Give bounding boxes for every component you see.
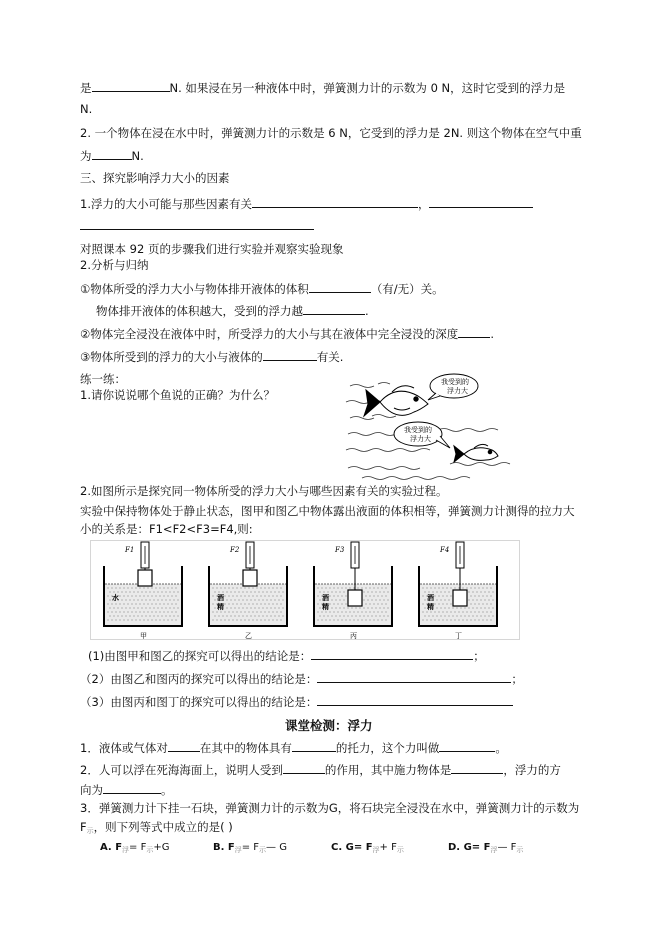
text: 有关. bbox=[316, 350, 344, 364]
subscript: 示 bbox=[259, 846, 267, 854]
answer-blank[interactable] bbox=[103, 782, 161, 794]
line-24 bbox=[80, 782, 173, 798]
text: （3）由图丙和图丁的探究可以得出的结论是： bbox=[80, 695, 318, 709]
liquid bbox=[105, 584, 181, 625]
liquid-label: 精 bbox=[427, 602, 434, 611]
text: (1)由图甲和图乙的探究可以得出的结论是： bbox=[88, 649, 312, 663]
answer-blank[interactable] bbox=[458, 326, 490, 338]
subscript: 浮 bbox=[234, 846, 242, 854]
panel-caption: 丙 bbox=[350, 632, 357, 640]
line-11 bbox=[96, 303, 369, 319]
text: ， bbox=[417, 197, 430, 211]
section-heading bbox=[80, 171, 230, 186]
conclusion-2 bbox=[80, 671, 523, 687]
bubble-bottom-line2: 浮力大 bbox=[410, 435, 431, 443]
answer-blank[interactable] bbox=[252, 196, 418, 208]
liquid-label: 水 bbox=[112, 593, 119, 602]
text: 的托力，这个力叫做 bbox=[335, 741, 440, 755]
text: F bbox=[80, 820, 87, 834]
test-question-3 bbox=[80, 801, 579, 816]
liquid-label: 精 bbox=[217, 602, 224, 611]
option-a[interactable] bbox=[100, 840, 213, 858]
text: 1．液体或气体对 bbox=[80, 741, 168, 755]
text: 为 bbox=[80, 149, 92, 163]
answer-blank[interactable] bbox=[303, 303, 365, 315]
text: 向为 bbox=[80, 783, 103, 797]
line-17 bbox=[80, 504, 575, 519]
answer-blank[interactable] bbox=[451, 762, 503, 774]
text: 课堂检测：浮力 bbox=[285, 718, 373, 733]
subscript: 浮 bbox=[490, 846, 498, 854]
beaker-panel bbox=[209, 542, 287, 640]
text: 的作用，其中施力物体是 bbox=[324, 763, 452, 777]
panel-caption: 丁 bbox=[455, 632, 462, 640]
text: ； bbox=[511, 672, 523, 686]
text: 3．弹簧测力计下挂一石块，弹簧测力计的示数为G，将石块完全浸没在水中，弹簧测力计的示数为 bbox=[80, 801, 580, 815]
text: 练一练： bbox=[80, 372, 126, 386]
options-row bbox=[100, 840, 538, 858]
line-6 bbox=[80, 196, 533, 212]
subscript: 浮 bbox=[372, 846, 380, 854]
practice-question-2 bbox=[80, 484, 447, 499]
text: （2）由图乙和图丙的探究可以得出的结论是： bbox=[80, 672, 318, 686]
liquid-label: 精 bbox=[322, 602, 329, 611]
text: 1.请你说说哪个鱼说的正确？为什么？ bbox=[80, 388, 275, 402]
line-12 bbox=[80, 326, 494, 342]
text: （有/无）关。 bbox=[370, 282, 444, 296]
answer-blank[interactable] bbox=[311, 648, 473, 660]
text: ②物体完全浸没在液体中时，所受浮力的大小与其在液体中完全浸没的深度 bbox=[80, 327, 459, 341]
text: . bbox=[490, 327, 494, 341]
bubble-bottom-line1: 我受到的 bbox=[404, 426, 432, 434]
answer-blank[interactable] bbox=[317, 694, 513, 706]
text: 。 bbox=[161, 783, 173, 797]
answer-blank[interactable] bbox=[80, 218, 314, 230]
option-d-text: — F bbox=[497, 842, 517, 853]
panel-caption: 甲 bbox=[140, 632, 147, 640]
option-c[interactable] bbox=[331, 840, 448, 858]
conclusion-3 bbox=[80, 694, 513, 710]
option-d[interactable] bbox=[448, 840, 538, 858]
line-9 bbox=[80, 258, 148, 273]
answer-blank[interactable] bbox=[168, 740, 200, 752]
line-26 bbox=[80, 820, 233, 839]
answer-blank[interactable] bbox=[92, 148, 132, 160]
practice-heading bbox=[80, 372, 126, 387]
text: ①物体所受的浮力大小与物体排开液体的体积 bbox=[80, 282, 309, 296]
subscript: 浮 bbox=[122, 846, 130, 854]
panel-caption: 乙 bbox=[245, 632, 252, 640]
text: 2. 一个物体在浸在水中时，弹簧测力计的示数是 6 N，它受到的浮力是 2N. 则这个物体在空气中重 bbox=[80, 126, 582, 140]
question-2 bbox=[80, 126, 582, 141]
text: N. bbox=[131, 149, 144, 163]
beaker-panel bbox=[419, 542, 497, 640]
option-a-text: A. F bbox=[100, 842, 123, 853]
option-c-text: + F bbox=[379, 842, 397, 853]
answer-blank[interactable] bbox=[283, 762, 325, 774]
text: 2.如图所示是探究同一物体所受的浮力大小与哪些因素有关的实验过程。 bbox=[80, 484, 448, 498]
force-label: F1 bbox=[125, 546, 135, 554]
text: 1.浮力的大小可能与那些因素有关 bbox=[80, 197, 252, 211]
option-b-text: — G bbox=[266, 842, 287, 853]
option-b[interactable] bbox=[213, 840, 331, 858]
text: ，则下列等式中成立的是( ) bbox=[93, 820, 233, 834]
text: 2.分析与归纳 bbox=[80, 258, 149, 272]
text: N. bbox=[80, 102, 93, 116]
liquid-label: 酒 bbox=[217, 593, 224, 602]
option-a-text: = F bbox=[129, 842, 147, 853]
line-8 bbox=[80, 242, 343, 257]
object-block bbox=[138, 570, 152, 586]
text: ③物体所受到的浮力的大小与液体的 bbox=[80, 350, 263, 364]
fish-upper bbox=[364, 386, 428, 416]
line-18 bbox=[80, 522, 253, 537]
text: 对照课本 92 页的步骤我们进行实验并观察实验现象 bbox=[80, 242, 344, 256]
beaker-panel bbox=[314, 542, 392, 640]
answer-blank[interactable] bbox=[309, 281, 371, 293]
experiment-figure bbox=[90, 540, 520, 640]
text: 实验中保持物体处于静止状态，图甲和图乙中物体露出液面的体积相等，弹簧测力计测得的拉力大 bbox=[80, 504, 575, 518]
practice-question-1 bbox=[80, 388, 275, 403]
answer-blank[interactable] bbox=[439, 740, 495, 752]
test-question-1 bbox=[80, 740, 507, 756]
text: 在其中的物体具有 bbox=[199, 741, 292, 755]
answer-blank[interactable] bbox=[292, 740, 336, 752]
subscript: 示 bbox=[86, 827, 94, 835]
force-label: F4 bbox=[440, 546, 450, 554]
test-question-2 bbox=[80, 762, 561, 778]
text: 是 bbox=[80, 81, 92, 95]
line-13 bbox=[80, 349, 343, 365]
beaker-panel bbox=[104, 542, 182, 640]
option-b-text: = F bbox=[241, 842, 260, 853]
text: 物体排开液体的体积越大，受到的浮力越 bbox=[96, 304, 303, 318]
option-a-text: +G bbox=[153, 842, 170, 853]
test-title bbox=[285, 718, 373, 733]
bubble-top-line2: 浮力大 bbox=[447, 387, 468, 395]
liquid-label: 酒 bbox=[322, 593, 329, 602]
answer-blank[interactable] bbox=[263, 349, 317, 361]
text: 三、探究影响浮力大小的因素 bbox=[80, 171, 230, 185]
conclusion-1 bbox=[88, 648, 485, 664]
line-4 bbox=[80, 148, 144, 164]
text: 。 bbox=[495, 741, 507, 755]
line-2 bbox=[80, 102, 92, 117]
text: 小的关系是：F1<F2<F3=F4,则: bbox=[80, 522, 253, 536]
force-label: F3 bbox=[335, 546, 345, 554]
subscript: 示 bbox=[396, 846, 404, 854]
answer-blank[interactable] bbox=[92, 80, 170, 92]
line-1 bbox=[80, 80, 565, 96]
bubble-top-line1: 我受到的 bbox=[441, 378, 469, 386]
answer-blank[interactable] bbox=[317, 671, 511, 683]
object-block bbox=[243, 570, 257, 586]
object-block bbox=[453, 590, 467, 606]
object-block bbox=[348, 590, 362, 606]
line-7 bbox=[80, 218, 314, 234]
text: . bbox=[365, 304, 369, 318]
line-10 bbox=[80, 281, 444, 297]
text: N. 如果浸在另一种液体中时，弹簧测力计的示数为 0 N，这时它受到的浮力是 bbox=[169, 81, 566, 95]
option-c-text: C. G= F bbox=[331, 842, 373, 853]
liquid-label: 酒 bbox=[427, 593, 434, 602]
fish-lower bbox=[454, 444, 498, 462]
text: ； bbox=[473, 649, 485, 663]
answer-blank[interactable] bbox=[429, 196, 533, 208]
text: ，浮力的方 bbox=[503, 763, 561, 777]
option-d-text: D. G= F bbox=[448, 842, 491, 853]
fish-illustration bbox=[342, 372, 518, 484]
text: 2．人可以浮在死海海面上，说明人受到 bbox=[80, 763, 283, 777]
force-label: F2 bbox=[230, 546, 240, 554]
subscript: 示 bbox=[516, 846, 524, 854]
option-b-text: B. F bbox=[213, 842, 235, 853]
subscript: 示 bbox=[146, 846, 154, 854]
